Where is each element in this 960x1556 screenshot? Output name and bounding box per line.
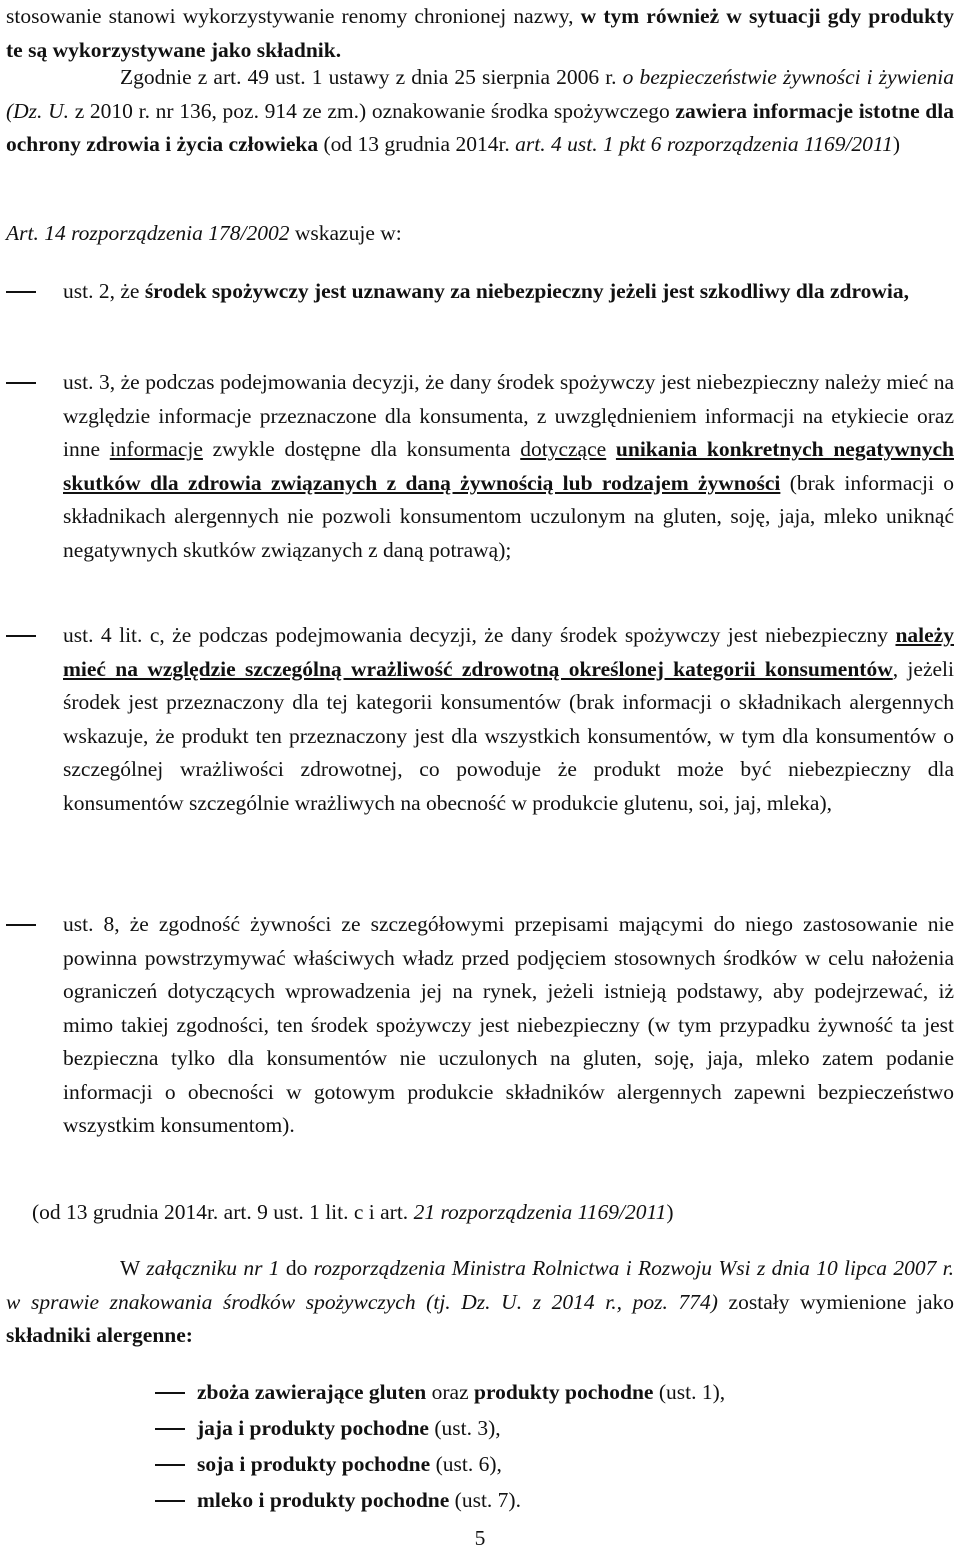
list-item (6, 366, 954, 567)
dash-bullet (6, 291, 36, 293)
annex-paragraph: W załączniku nr 1 do rozporządzenia Ministra Rolnictwa i Rozwoju Wsi z dnia 10 lipca 2007 r. w sprawie znakowania środków spożywczych (tj. Dz. U. z 2014 r., poz. 774) zostały wymienione jako składniki alergenne: (6, 1256, 955, 1347)
allergen-item: mleko i produkty pochodne (ust. 7). (155, 1484, 954, 1518)
list-item-text: ust. 8, że zgodność żywności ze szczegółowymi przepisami mającymi do niego zastosowanie nie powinna powstrzymywać właściwych władz przed podjęciem stosownych środków w celu nałożenia ograniczeń dotyczących wprowadzenia jej na rynek, jeżeli istnieją podstawy, aby podejrzewać, iż mimo takiej zgodności, ten środek spożywczy jest niebezpieczny (w tym przypadku żywność ta jest bezpieczna tylko dla konsumentów nie uczulonych na gluten, soję, jaja, mleko zatem podanie informacji o obecności w gotowym produkcie składników alergennych zapewni bezpieczeństwo wszystkim konsumentom). (63, 912, 954, 1137)
regulation-citation: art. 4 ust. 1 pkt 6 rozporządzenia 1169/2011 (515, 132, 893, 156)
list-item (6, 275, 954, 309)
regulation-citation: rozporządzenia Ministra Rolnictwa i Rozwoju Wsi z dnia 10 lipca 2007 r. w sprawie znakowania środków spożywczych (tj. Dz. U. z 2014 r., poz. 774) (6, 1256, 955, 1314)
allergen-item: jaja i produkty pochodne (ust. 3), (155, 1412, 954, 1446)
list-item (6, 908, 954, 1143)
dash-bullet (155, 1392, 185, 1394)
intro-text: Zgodnie z art. 49 ust. 1 ustawy z dnia 25 sierpnia 2006 r. (120, 65, 623, 89)
regulation-citation: 21 rozporządzenia 1169/2011 (413, 1200, 667, 1224)
dash-bullet (155, 1464, 185, 1466)
dash-bullet (6, 382, 36, 384)
intro-text: stosowanie stanowi wykorzystywanie renomy chronionej nazwy, (6, 4, 581, 28)
intro-text: ) (892, 132, 901, 156)
dash-bullet (155, 1428, 185, 1430)
citation-note: (od 13 grudnia 2014r. art. 9 ust. 1 lit. c i art. 21 rozporządzenia 1169/2011) (32, 1200, 674, 1224)
list-item (6, 619, 954, 820)
dash-bullet (155, 1500, 185, 1502)
dash-bullet (6, 924, 36, 926)
list-item-text: ust. 4 lit. c, że podczas podejmowania decyzji, że dany środek spożywczy jest niebezpieczny należy mieć na względzie szczególną wrażliwość zdrowotną określonej kategorii konsumentów, jeżeli środek jest przeznaczony dla tej kategorii konsumentów (brak informacji o składnikach alergennych wskazuje, że produkt ten przeznaczony jest dla wszystkich konsumentów, w tym dla konsumentów o szczególnej wrażliwości zdrowotnej, co powoduje że produkt może być niebezpieczny dla konsumentów szczególnie wrażliwych na obecność w produkcie glutenu, soi, jaj, mleka), (63, 623, 954, 815)
intro-bold-text: w tym również w sytuacji gdy produkty te są wykorzystywane jako składnik. (6, 4, 954, 62)
list-item-text: ust. 3, że podczas podejmowania decyzji, że dany środek spożywczy jest niebezpieczny należy mieć na względzie informacje przeznaczone dla konsumenta, z uwzględnieniem informacji na etykiecie oraz inne informacje zwykle dostępne dla konsumenta dotyczące unikania konkretnych negatywnych skutków dla zdrowia związanych z daną żywnością lub rodzajem żywności (brak informacji o składnikach alergennych nie pozwoli konsumentom uczulonym na gluten, soję, jaja, mleko uniknąć negatywnych skutków związanych z daną potrawą); (63, 370, 954, 562)
list-item-text: ust. 2, że środek spożywczy jest uznawany za niebezpieczny jeżeli jest szkodliwy dla zdrowia, (63, 279, 909, 303)
art14-heading (6, 217, 954, 251)
heading-text: wskazuje w: (289, 221, 402, 245)
intro-bold-text: zawiera informacje istotne dla ochrony zdrowia i życia człowieka (6, 98, 954, 156)
allergen-item: zboża zawierające gluten oraz produkty pochodne (ust. 1), (155, 1376, 954, 1410)
allergen-item: soja i produkty pochodne (ust. 6), (155, 1448, 954, 1482)
intro-paragraph-2 (6, 61, 954, 162)
allergens-heading: składniki alergenne: (6, 1323, 193, 1347)
intro-paragraph-1 (6, 0, 954, 67)
page-number: 5 (474, 1526, 486, 1550)
intro-text: z 2010 r. nr 136, poz. 914 ze zm.) oznakowanie środka spożywczego (69, 98, 676, 123)
regulation-citation: Art. 14 rozporządzenia 178/2002 (6, 221, 290, 245)
intro-italic-text: o bezpieczeństwie żywności i żywienia (Dz. U. (6, 65, 955, 123)
annex-reference: załączniku nr 1 (146, 1256, 280, 1280)
intro-text: (od 13 grudnia 2014r. (318, 132, 516, 156)
dash-bullet (6, 635, 36, 637)
